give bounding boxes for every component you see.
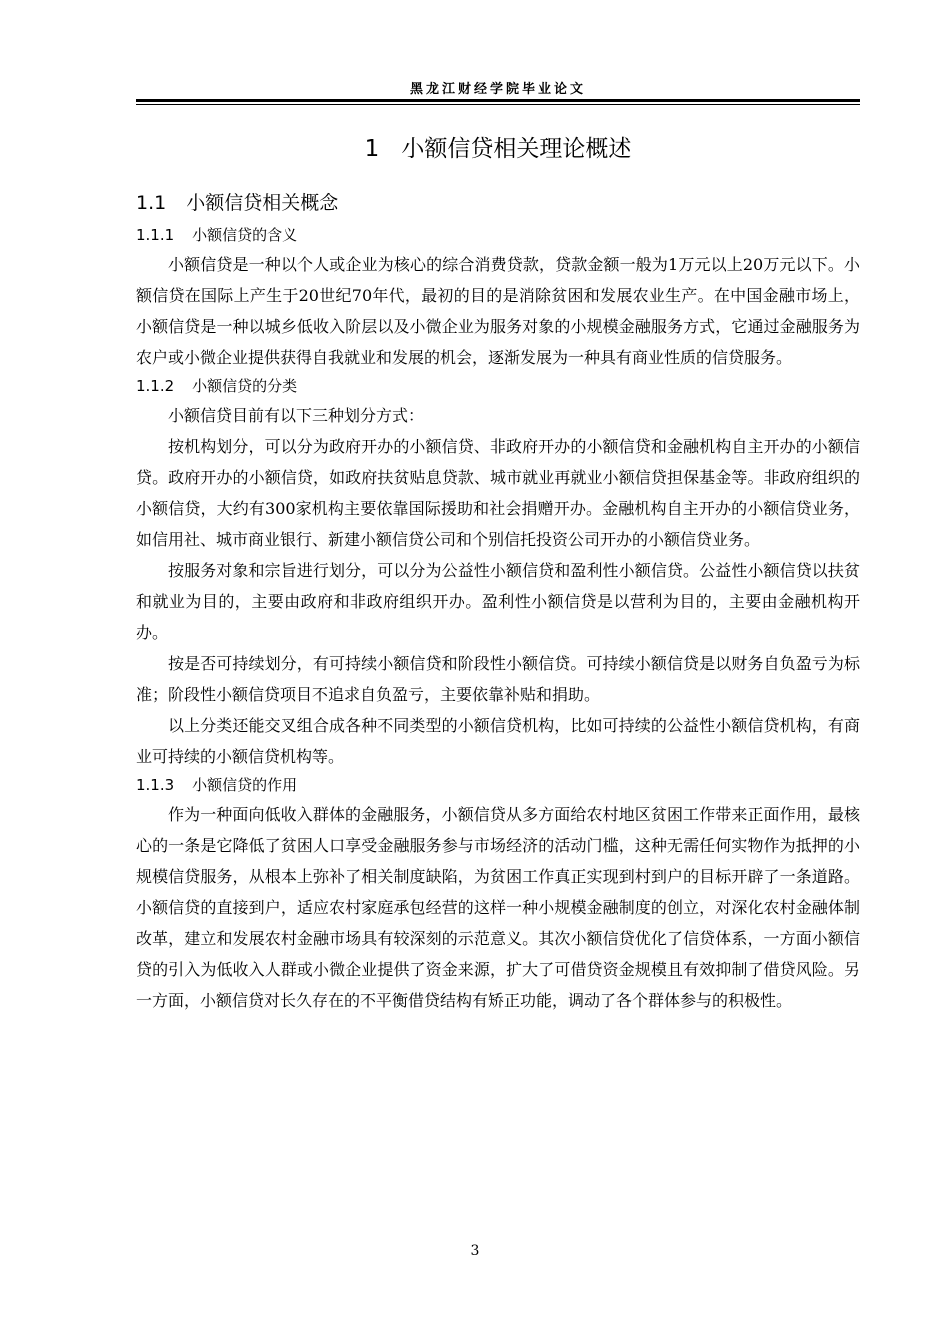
paragraph: 小额信贷目前有以下三种划分方式：	[168, 406, 425, 425]
running-header: 黑龙江财经学院毕业论文	[409, 82, 586, 97]
page-number: 3	[470, 1243, 480, 1259]
paragraph: 作为一种面向低收入群体的金融服务，小额信贷从多方面给农村地区贫困工作带来正面作用，最核心的一条是它降低了贫困人口享受金融服务参与市场经济的活动门槛，这种无需任何实物作为抵押的小规模信贷服务，从根本上弥补了相关制度缺陷，为贫困工作真正实现到村到户的目标开辟了一条道路。小额信贷的直接到户，适应农村家庭承包经营的这样一种小规模金融制度的创立，对深化农村金融体制改革，建立和发展农村金融市场具有较深刻的示范意义。其次小额信贷优化了信贷体系，一方面小额信贷的引入为低收入人群或小微企业提供了资金来源，扩大了可借贷资金规模且有效抑制了借贷风险。另一方面，小额信贷对长久存在的不平衡借贷结构有矫正功能，调动了各个群体参与的积极性。	[136, 805, 860, 1010]
subsection-number: 1.1.2	[136, 377, 175, 395]
header-rule-thin	[136, 104, 860, 105]
subsection-heading-2	[136, 373, 860, 400]
chapter-heading	[136, 132, 860, 166]
chapter-title: 小额信贷相关理论概述	[401, 136, 632, 162]
paragraph: 按机构划分，可以分为政府开办的小额信贷、非政府开办的小额信贷和金融机构自主开办的小额信贷。政府开办的小额信贷，如政府扶贫贴息贷款、城市就业再就业小额信贷担保基金等。非政府组织的小额信贷，大约有300家机构主要依靠国际援助和社会捐赠开办。金融机构自主开办的小额信贷业务，如信用社、城市商业银行、新建小额信贷公司和个别信托投资公司开办的小额信贷业务。	[136, 437, 860, 549]
chapter-number: 1	[364, 136, 380, 162]
section-title: 小额信贷相关概念	[186, 192, 339, 214]
paragraph: 小额信贷是一种以个人或企业为核心的综合消费贷款，贷款金额一般为1万元以上20万元以下。小额信贷在国际上产生于20世纪70年代，最初的目的是消除贫困和发展农业生产。在中国金融市场上，小额信贷是一种以城乡低收入阶层以及小微企业为服务对象的小规模金融服务方式，它通过金融服务为农户或小微企业提供获得自我就业和发展的机会，逐渐发展为一种具有商业性质的信贷服务。	[136, 255, 860, 367]
section-number: 1.1	[136, 192, 167, 214]
subsection-number: 1.1.1	[136, 226, 175, 244]
subsection-title: 小额信贷的作用	[192, 776, 298, 794]
subsection-title: 小额信贷的含义	[192, 226, 298, 244]
subsection-title: 小额信贷的分类	[192, 377, 298, 395]
paragraph: 按是否可持续划分，有可持续小额信贷和阶段性小额信贷。可持续小额信贷是以财务自负盈亏为标准；阶段性小额信贷项目不追求自负盈亏，主要依靠补贴和捐助。	[136, 654, 860, 704]
paragraph: 按服务对象和宗旨进行划分，可以分为公益性小额信贷和盈利性小额信贷。公益性小额信贷以扶贫和就业为目的，主要由政府和非政府组织开办。盈利性小额信贷是以营利为目的，主要由金融机构开办。	[136, 561, 860, 642]
subsection-heading-1	[136, 222, 860, 249]
section-heading	[136, 188, 860, 218]
page-body	[136, 132, 860, 1016]
subsection-number: 1.1.3	[136, 776, 175, 794]
paragraph: 以上分类还能交叉组合成各种不同类型的小额信贷机构，比如可持续的公益性小额信贷机构，有商业可持续的小额信贷机构等。	[136, 716, 860, 766]
header-rule-thick	[136, 99, 860, 102]
subsection-heading-3	[136, 772, 860, 799]
